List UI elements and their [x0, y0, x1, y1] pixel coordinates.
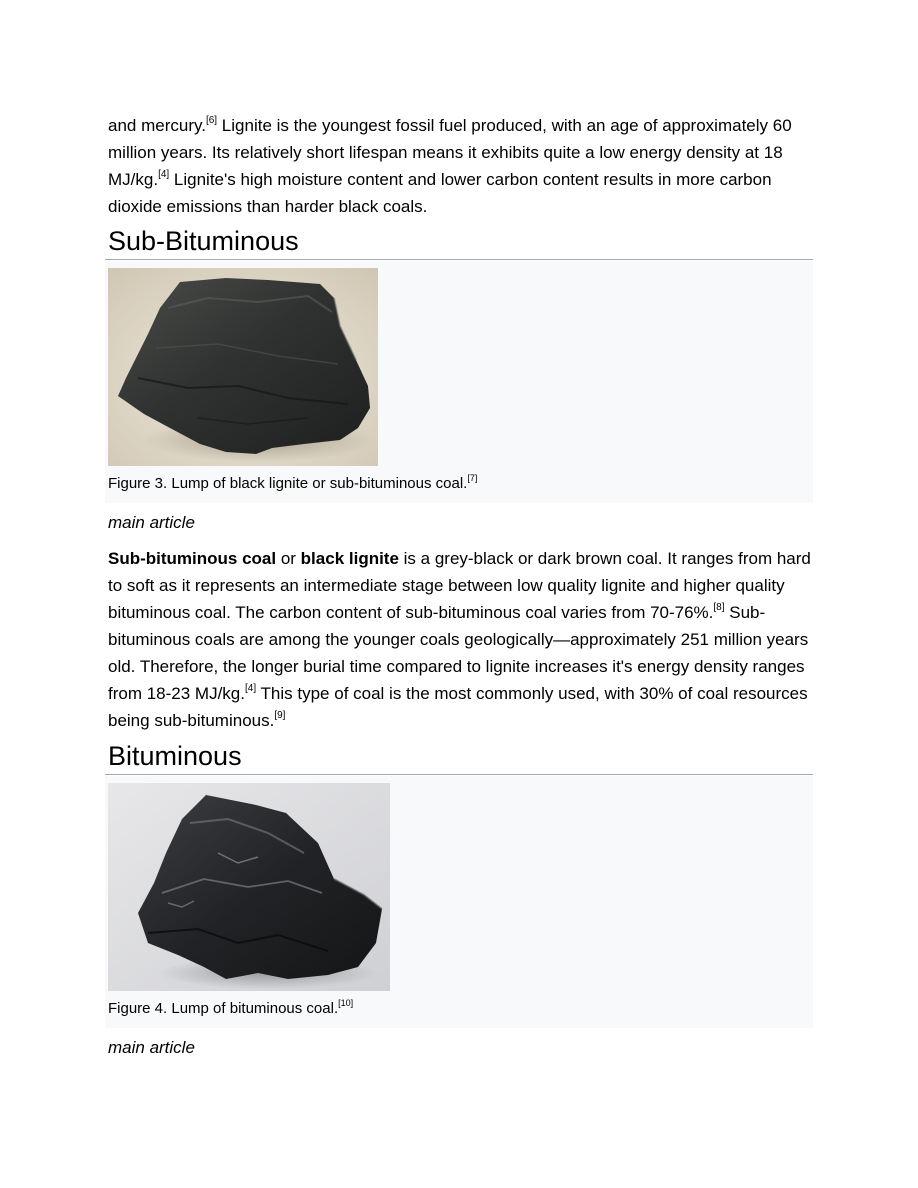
main-article-link[interactable]: main article: [108, 513, 195, 532]
citation-4b[interactable]: [4]: [245, 683, 257, 695]
figure-3-caption: [108, 474, 813, 494]
intro-text-2: Lignite is the youngest fossil fuel produced, with an age of approximately 60 million years. Its relatively short lifespan means it exhibits quite a low energy density at 18 MJ/kg.: [108, 116, 792, 189]
figure-4: [105, 776, 813, 1028]
sub-bituminous-coal-image: [108, 268, 378, 466]
citation-7[interactable]: [7]: [467, 473, 478, 483]
citation-6[interactable]: [6]: [205, 115, 218, 127]
citation-8[interactable]: [8]: [713, 602, 725, 614]
section-heading-bituminous: Bituminous: [105, 738, 813, 775]
term-sub-bituminous-coal: Sub-bituminous coal: [108, 549, 277, 568]
citation-9[interactable]: [9]: [274, 710, 286, 722]
figure-3: [105, 261, 813, 503]
intro-text-3: Lignite's high moisture content and lower carbon content results in more carbon dioxide emissions than harder black coals.: [108, 170, 772, 216]
intro-paragraph: [108, 112, 813, 220]
figure-3-caption-text: Figure 3. Lump of black lignite or sub-bituminous coal.: [108, 475, 468, 492]
sub-bituminous-paragraph: [108, 545, 813, 734]
sb-text-4: This type of coal is the most commonly used, with 30% of coal resources being sub-bituminous.: [108, 684, 808, 730]
figure-4-caption: [108, 999, 813, 1019]
bituminous-coal-image: [108, 783, 390, 991]
sb-text-2: is a grey-black or dark brown coal. It ranges from hard to soft as it represents an intermediate stage between low quality lignite and higher quality bituminous coal. The carbon content of sub-bituminous coal varies from 70-76%.: [108, 549, 811, 622]
citation-10[interactable]: [10]: [338, 998, 354, 1008]
figure-4-caption-text: Figure 4. Lump of bituminous coal.: [108, 1000, 339, 1017]
sb-text-3: Sub-bituminous coals are among the younger coals geologically—approximately 251 million years old. Therefore, the longer burial time compared to lignite increases it's energy density ranges from 18-23 MJ/kg.: [108, 603, 809, 703]
term-black-lignite: black lignite: [300, 549, 399, 568]
article-content: [108, 112, 813, 1070]
citation-4[interactable]: [4]: [158, 169, 170, 181]
section-heading-sub-bituminous: Sub-Bituminous: [105, 223, 813, 260]
intro-text-1: and mercury.: [108, 116, 206, 135]
sb-text-1: or: [276, 549, 301, 568]
main-article-link-2[interactable]: main article: [108, 1038, 195, 1057]
